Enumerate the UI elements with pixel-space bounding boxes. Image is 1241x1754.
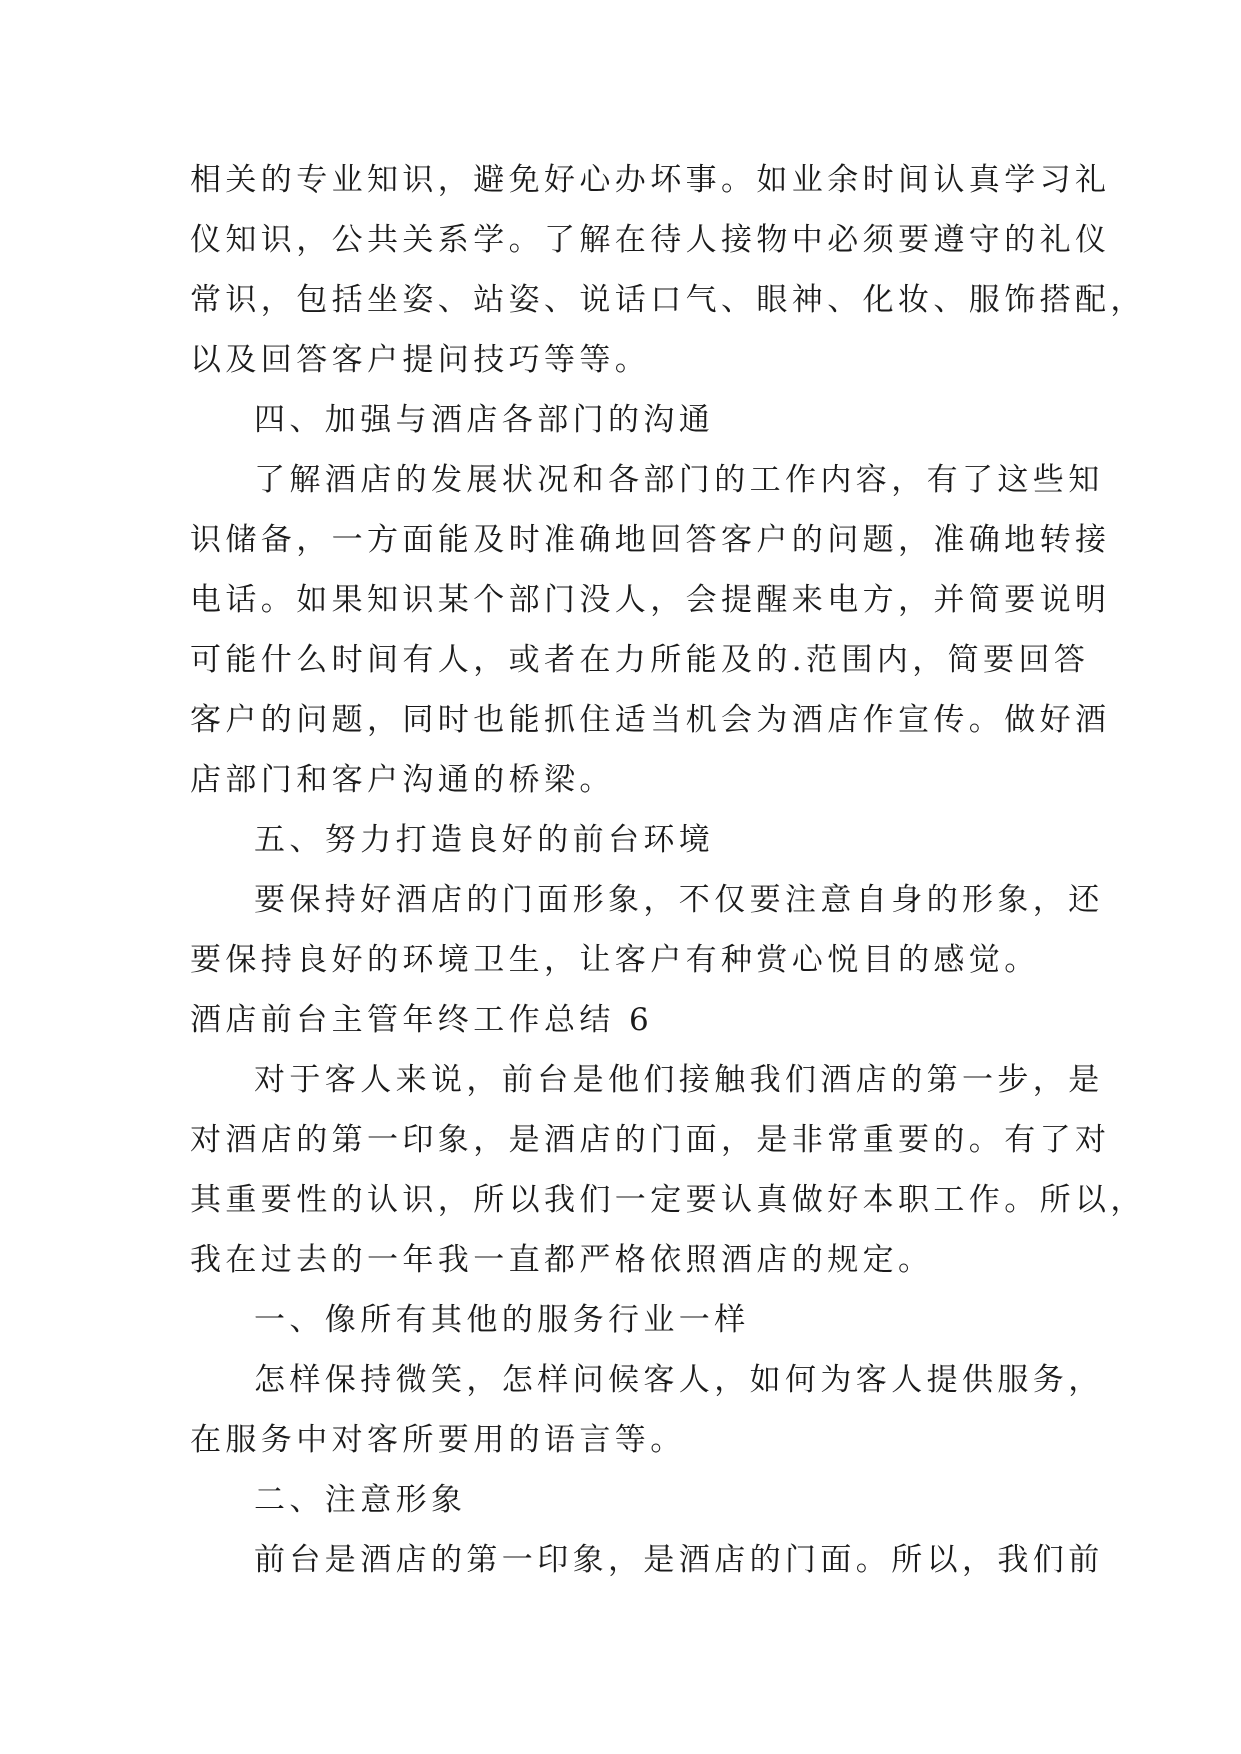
text-line: 其重要性的认识，所以我们一定要认真做好本职工作。所以，: [190, 1182, 1146, 1218]
section-heading: 二、注意形象: [254, 1482, 467, 1518]
text-line: 客户的问题，同时也能抓住适当机会为酒店作宣传。做好酒: [190, 702, 1111, 738]
text-line: 了解酒店的发展状况和各部门的工作内容，有了这些知: [254, 462, 1104, 498]
text-line: 仪知识，公共关系学。了解在待人接物中必须要遵守的礼仪: [190, 222, 1111, 258]
text-line: 对于客人来说，前台是他们接触我们酒店的第一步，是: [254, 1062, 1104, 1098]
text-line: 对酒店的第一印象，是酒店的门面，是非常重要的。有了对: [190, 1122, 1111, 1158]
section-heading: 一、像所有其他的服务行业一样: [254, 1302, 750, 1338]
text-line: 我在过去的一年我一直都严格依照酒店的规定。: [190, 1242, 934, 1278]
section-heading: 四、加强与酒店各部门的沟通: [254, 402, 715, 438]
text-line: 在服务中对客所要用的语言等。: [190, 1422, 686, 1458]
text-line: 可能什么时间有人，或者在力所能及的.范围内，简要回答: [190, 642, 1090, 678]
text-line: 识储备，一方面能及时准确地回答客户的问题，准确地转接: [190, 522, 1111, 558]
text-line: 相关的专业知识，避免好心办坏事。如业余时间认真学习礼: [190, 162, 1111, 198]
text-line: 要保持良好的环境卫生，让客户有种赏心悦目的感觉。: [190, 942, 1040, 978]
text-line: 要保持好酒店的门面形象，不仅要注意自身的形象，还: [254, 882, 1104, 918]
document-title: 酒店前台主管年终工作总结 6: [190, 1002, 654, 1038]
text-line: 常识，包括坐姿、站姿、说话口气、眼神、化妆、服饰搭配，: [190, 282, 1146, 318]
section-heading: 五、努力打造良好的前台环境: [254, 822, 715, 858]
text-line: 前台是酒店的第一印象，是酒店的门面。所以，我们前: [254, 1542, 1104, 1578]
text-line: 店部门和客户沟通的桥梁。: [190, 762, 615, 798]
text-line: 以及回答客户提问技巧等等。: [190, 342, 651, 378]
text-line: 怎样保持微笑，怎样问候客人，如何为客人提供服务，: [254, 1362, 1104, 1398]
text-line: 电话。如果知识某个部门没人，会提醒来电方，并简要说明: [190, 582, 1111, 618]
